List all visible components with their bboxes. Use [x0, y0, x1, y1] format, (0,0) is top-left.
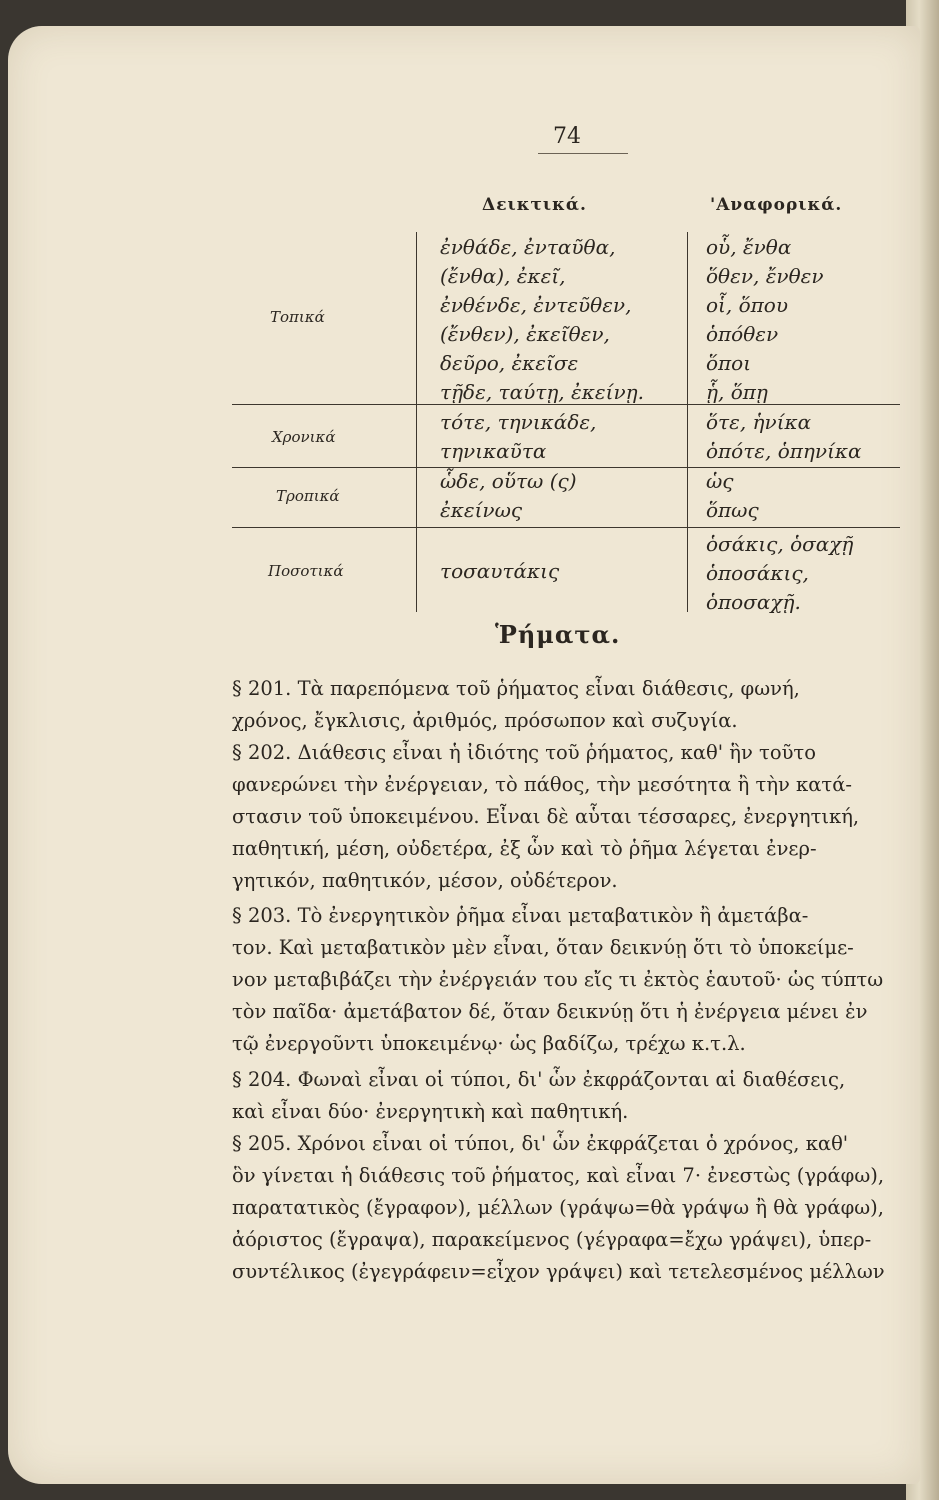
text-line: ἀόριστος (ἔγραψα), παρακείμενος (γέγραφα=ἔχω γράψει), ὑπερ-	[232, 1228, 872, 1251]
column-header-relative: 'Αναφορικά.	[710, 195, 843, 215]
column-header-deictic: Δεικτικά.	[482, 195, 587, 215]
text-line: § 203. Τὸ ἐνεργητικὸν ῥῆμα εἶναι μεταβατικὸν ἢ ἀμετάβα-	[232, 904, 809, 927]
text-line: παρατατικὸς (ἔγραφον), μέλλων (γράψω=θὰ γράψω ἢ θὰ γράφω),	[232, 1196, 884, 1219]
table-divider-row-3	[232, 527, 900, 528]
deictic-cell-topika: ἐνθάδε, ἐνταῦθα, (ἔνθα), ἐκεῖ, ἐνθένδε, ἐντεῦθεν, (ἔνθεν), ἐκεῖθεν, δεῦρο, ἐκεῖσε τῇδε, ταύτῃ, ἐκείνῃ.	[440, 235, 644, 404]
section-title: Ῥήματα.	[495, 620, 621, 649]
text-line: τον. Καὶ μεταβατικὸν μὲν εἶναι, ὅταν δεικνύῃ ὅτι τὸ ὑποκείμε-	[232, 936, 854, 959]
deictic-cell-tropika: ὧδε, οὕτω (ς) ἐκείνως	[440, 469, 577, 522]
paragraph-203	[232, 900, 900, 1060]
row-label-topika: Τοπικά	[270, 308, 325, 326]
page-number: 74	[553, 124, 581, 149]
table-divider-vertical-2	[687, 232, 688, 612]
relative-cell-chronika: ὅτε, ἡνίκα ὁπότε, ὁπηνίκα	[706, 410, 862, 463]
text-line: § 201. Τὰ παρεπόμενα τοῦ ῥήματος εἶναι διάθεσις, φωνή,	[232, 677, 800, 700]
text-line: στασιν τοῦ ὑποκειμένου. Εἶναι δὲ αὗται τέσσαρες, ἐνεργητική,	[232, 805, 860, 828]
text-line: τὸν παῖδα· ἀμετάβατον δέ, ὅταν δεικνύῃ ὅτι ἡ ἐνέργεια μένει ἐν	[232, 1000, 868, 1023]
deictic-cell-chronika: τότε, τηνικάδε, τηνικαῦτα	[440, 410, 597, 463]
page-number-rule	[538, 153, 628, 154]
text-line: συντέλικος (ἐγεγράφειν=εἶχον γράψει) καὶ τετελεσμένος μέλλων	[232, 1260, 885, 1283]
text-line: § 205. Χρόνοι εἶναι οἱ τύποι, δι' ὧν ἐκφράζεται ὁ χρόνος, καθ'	[232, 1132, 849, 1155]
row-label-tropika: Τροπικά	[276, 487, 340, 505]
text-line: γητικόν, παθητικόν, μέσον, οὐδέτερον.	[232, 869, 618, 892]
text-line: καὶ εἶναι δύο· ἐνεργητικὴ καὶ παθητική.	[232, 1100, 629, 1123]
text-line: παθητική, μέση, οὐδετέρα, ἐξ ὧν καὶ τὸ ῥῆμα λέγεται ἐνερ-	[232, 837, 817, 860]
paragraph-202	[232, 737, 900, 897]
relative-cell-topika: οὗ, ἔνθα ὅθεν, ἔνθεν οἷ, ὅπου ὁπόθεν ὅποι ᾗ, ὅπῃ	[706, 235, 824, 404]
text-line: ὃν γίνεται ἡ διάθεσις τοῦ ῥήματος, καὶ εἶναι 7· ἐνεστὼς (γράφω),	[232, 1164, 885, 1187]
relative-cell-tropika: ὡς ὅπως	[706, 469, 759, 522]
paragraph-205	[232, 1128, 900, 1288]
paragraph-204	[232, 1064, 900, 1128]
row-label-chronika: Χρονικά	[272, 428, 336, 446]
paragraph-201	[232, 673, 900, 737]
text-line: τῷ ἐνεργοῦντι ὑποκειμένῳ· ὡς βαδίζω, τρέχω κ.τ.λ.	[232, 1032, 746, 1055]
text-line: § 202. Διάθεσις εἶναι ἡ ἰδιότης τοῦ ῥήματος, καθ' ἣν τοῦτο	[232, 741, 816, 764]
text-line: φανερώνει τὴν ἐνέργειαν, τὸ πάθος, τὴν μεσότητα ἢ τὴν κατά-	[232, 773, 852, 796]
table-divider-vertical-1	[416, 232, 417, 612]
row-label-posotika: Ποσοτικά	[268, 562, 344, 580]
text-line: § 204. Φωναὶ εἶναι οἱ τύποι, δι' ὧν ἐκφράζονται αἱ διαθέσεις,	[232, 1068, 846, 1091]
deictic-cell-posotika: τοσαυτάκις	[440, 559, 560, 583]
relative-cell-posotika: ὁσάκις, ὁσαχῇ ὁποσάκις, ὁποσαχῇ.	[706, 532, 854, 614]
text-line: χρόνος, ἔγκλισις, ἀριθμός, πρόσωπον καὶ συζυγία.	[232, 709, 738, 732]
text-line: νον μεταβιβάζει τὴν ἐνέργειάν του εἴς τι ἐκτὸς ἑαυτοῦ· ὡς τύπτω	[232, 968, 884, 991]
